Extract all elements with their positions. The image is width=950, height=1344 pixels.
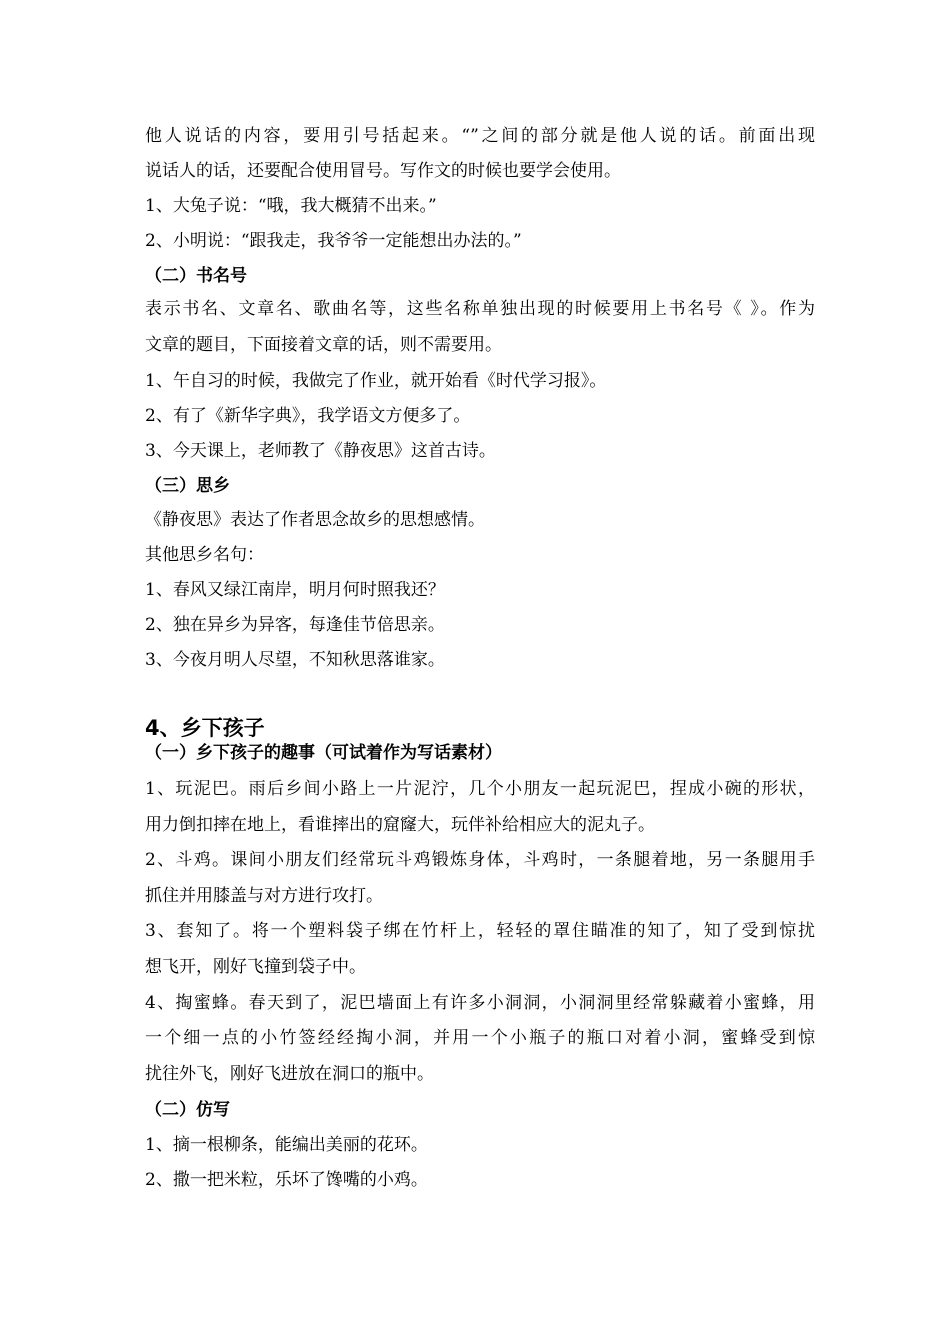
paragraph-line: 表示书名、文章名、歌曲名等，这些名称单独出现的时候要用上书名号《 》。作为 [145, 299, 815, 319]
paragraph-line: 一个细一点的小竹签经经掏小洞，并用一个小瓶子的瓶口对着小洞，蜜蜂受到惊 [145, 1028, 815, 1048]
example-line: 1、春风又绿江南岸，明月何时照我还？ [145, 580, 445, 600]
section-heading: 4、乡下孩子 [145, 716, 265, 740]
subheading-homesick: （三）思乡 [145, 476, 230, 496]
paragraph-line: 说话人的话，还要配合使用冒号。写作文的时候也要学会使用。 [145, 161, 621, 181]
paragraph-line: 想飞开，刚好飞撞到袋子中。 [145, 957, 366, 977]
example-line: 1、大兔子说：“哦，我大概猜不出来。” [145, 196, 437, 216]
paragraph-line: 文章的题目，下面接着文章的话，则不需要用。 [145, 335, 502, 355]
example-line: 2、独在异乡为异客，每逢佳节倍思亲。 [145, 615, 445, 635]
subheading-imitation: （二）仿写 [145, 1100, 230, 1120]
example-line: 2、小明说：“跟我走，我爷爷一定能想出办法的。” [145, 231, 522, 251]
paragraph-line: 其他思乡名句： [145, 545, 264, 565]
paragraph-line: 抓住并用膝盖与对方进行攻打。 [145, 886, 383, 906]
paragraph-line: 他人说话的内容，要用引号括起来。“”之间的部分就是他人说的话。前面出现 [145, 126, 815, 146]
example-line: 1、摘一根柳条，能编出美丽的花环。 [145, 1135, 428, 1155]
example-line: 1、午自习的时候，我做完了作业，就开始看《时代学习报》。 [145, 371, 607, 391]
subheading-book-title-mark: （二）书名号 [145, 266, 247, 286]
example-line: 2、有了《新华字典》，我学语文方便多了。 [145, 406, 471, 426]
example-line: 3、今夜月明人尽望，不知秋思落谁家。 [145, 650, 445, 670]
subheading-fun-things: （一）乡下孩子的趣事（可试着作为写话素材） [145, 743, 502, 763]
paragraph-line: 扰往外飞，刚好飞进放在洞口的瓶中。 [145, 1064, 434, 1084]
paragraph-line: 3、套知了。将一个塑料袋子绑在竹杆上，轻轻的罩住瞄准的知了，知了受到惊扰 [145, 921, 815, 941]
paragraph-line: 用力倒扣摔在地上，看谁摔出的窟窿大，玩伴补给相应大的泥丸子。 [145, 815, 655, 835]
example-line: 3、今天课上，老师教了《静夜思》这首古诗。 [145, 441, 496, 461]
paragraph-line: 2、斗鸡。课间小朋友们经常玩斗鸡锻炼身体，斗鸡时，一条腿着地，另一条腿用手 [145, 850, 815, 870]
paragraph-line: 4、掏蜜蜂。春天到了，泥巴墙面上有许多小洞洞，小洞洞里经常躲藏着小蜜蜂，用 [145, 993, 815, 1013]
paragraph-line: 1、玩泥巴。雨后乡间小路上一片泥泞，几个小朋友一起玩泥巴，捏成小碗的形状， [145, 779, 815, 799]
paragraph-line: 《静夜思》表达了作者思念故乡的思想感情。 [145, 510, 485, 530]
example-line: 2、撒一把米粒，乐坏了馋嘴的小鸡。 [145, 1170, 428, 1190]
